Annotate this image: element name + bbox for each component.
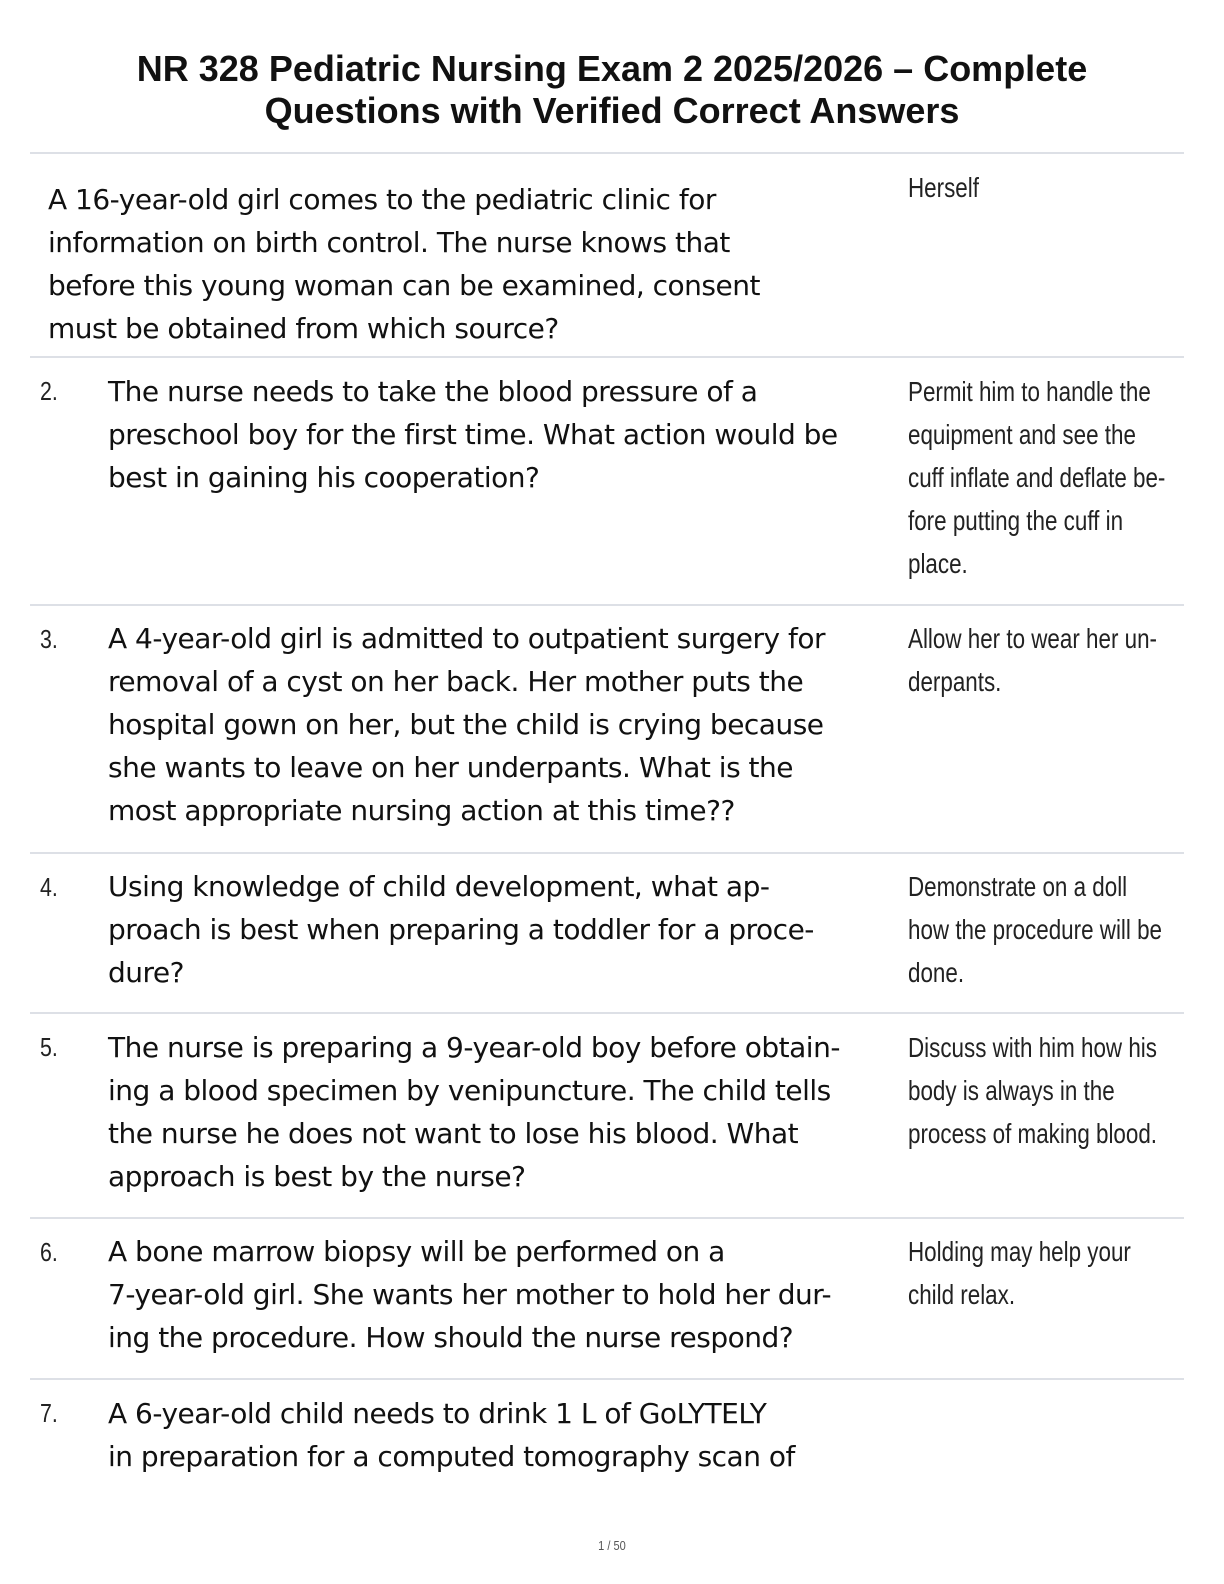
document-title xyxy=(40,48,1184,132)
divider xyxy=(30,852,1184,854)
question-1-text: A 16-year-old girl comes to the pediatric clinic for information on birth control. The nurse knows that before this young woman can be examined, consent must be obtained from which source? xyxy=(48,183,760,345)
answer-2: Permit him to handle the equipment and see the cuff inflate and deflate be- fore putting the cuff in place. xyxy=(908,376,1166,579)
answer-6: Holding may help your child relax. xyxy=(908,1236,1131,1310)
question-number: 5. xyxy=(40,1032,58,1062)
title-line-1: NR 328 Pediatric Nursing Exam 2 2025/2026 – Complete xyxy=(136,48,1088,89)
divider xyxy=(30,604,1184,606)
answer-4: Demonstrate on a doll how the procedure will be done. xyxy=(908,871,1163,988)
answer-1: Herself xyxy=(908,172,979,203)
title-line-2: Questions with Verified Correct Answers xyxy=(264,90,960,131)
question-number: 6. xyxy=(40,1237,58,1267)
divider xyxy=(30,1217,1184,1219)
question-5-text: The nurse is preparing a 9-year-old boy before obtain- ing a blood specimen by venipuncture. The child tells the nurse he does not want to lose his blood. What approach is best by the nurse? xyxy=(108,1031,840,1193)
question-7-text: A 6-year-old child needs to drink 1 L of GoLYTELY in preparation for a computed tomography scan of xyxy=(108,1397,795,1473)
page-indicator: 1 / 50 xyxy=(598,1538,626,1553)
answer-3: Allow her to wear her un- derpants. xyxy=(908,623,1158,697)
answer-5: Discuss with him how his body is always in the process of making blood. xyxy=(908,1032,1158,1149)
question-number: 4. xyxy=(40,872,58,902)
question-number: 3. xyxy=(40,624,58,654)
question-6-text: A bone marrow biopsy will be performed on a 7-year-old girl. She wants her mother to hold her dur- ing the procedure. How should the nurse respond? xyxy=(108,1235,832,1354)
question-number: 7. xyxy=(40,1398,58,1428)
question-4-text: Using knowledge of child development, what ap- proach is best when preparing a toddler for a proce- dure? xyxy=(108,870,814,989)
divider xyxy=(30,1378,1184,1380)
divider xyxy=(30,152,1184,154)
question-number: 2. xyxy=(40,376,58,406)
question-3-text: A 4-year-old girl is admitted to outpatient surgery for removal of a cyst on her back. Her mother puts the hospital gown on her, but the child is crying because she wants to leave on her underpants. What is the most appropriate nursing action at this time?? xyxy=(108,622,825,827)
divider xyxy=(30,356,1184,358)
question-2-text: The nurse needs to take the blood pressure of a preschool boy for the first time. What action would be best in gaining his cooperation? xyxy=(108,375,838,494)
divider xyxy=(30,1012,1184,1014)
